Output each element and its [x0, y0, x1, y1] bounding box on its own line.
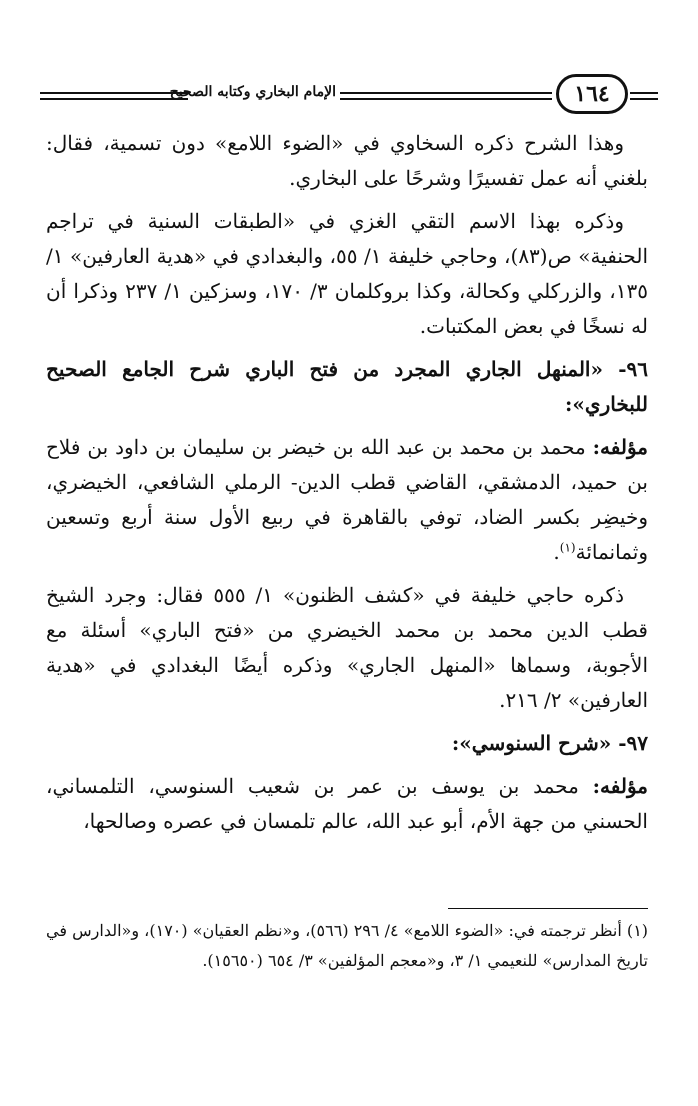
entry-97-author-text: محمد بن يوسف بن عمر بن شعيب السنوسي، التلمساني، الحسني من جهة الأم، أبو عبد الله، عالم تلمسان في عصره وصالحها،: [46, 774, 648, 833]
paragraph-ghazzi: وذكره بهذا الاسم التقي الغزي في «الطبقات السنية في تراجم الحنفية» ص(٨٣)، وحاجي خليفة ١/ ٥٥، والبغدادي في «هدية العارفين» ١/ ١٣٥، والزركلي وكحالة، وكذا بروكلمان ٣/ ١٧٠، وسزكين ١/ ٢٣٧ وذكرا أن له نسخًا في بعض المكتبات.: [46, 209, 648, 338]
entry-97-author-label: مؤلفه:: [592, 774, 649, 798]
footnote-reference[interactable]: (١): [559, 540, 576, 555]
entry-96-author-text: محمد بن محمد بن عبد الله بن خيضر بن سليمان بن داود بن فلاح بن حميد، الدمشقي، القاضي قطب الدين- الرملي الشافعي، الخيضري، وخيضِر بكسر الضاد، توفي بالقاهرة في ربيع الأول سنة أربع وتسعين وثمانمائة: [46, 435, 648, 564]
entry-96-author-end: .: [553, 540, 560, 564]
entry-96-description: ذكره حاجي خليفة في «كشف الظنون» ١/ ٥٥٥ فقال: وجرد الشيخ قطب الدين محمد بن محمد الخيضري من «فتح الباري» أسئلة مع الأجوبة، وسماها «المنهل الجاري» وذكره أيضًا البغدادي في «هدية العارفين» ٢/ ٢١٦.: [46, 583, 648, 712]
footnote-separator: [448, 908, 648, 909]
paragraph-sakhawi: وهذا الشرح ذكره السخاوي في «الضوء اللامع» دون تسمية، فقال: بلغني أنه عمل تفسيرًا وشرحًا على البخاري.: [46, 131, 648, 190]
entry-96-author: [46, 430, 648, 570]
header-rule-left: [40, 92, 188, 100]
entry-97-title: ٩٧- «شرح السنوسي»:: [451, 731, 648, 755]
page-body: [46, 126, 648, 847]
running-title: الإمام البخاري وكتابه الصحيح: [169, 84, 336, 100]
entry-96-title: ٩٦- «المنهل الجاري المجرد من فتح الباري شرح الجامع الصحيح للبخاري»:: [46, 357, 648, 416]
page-number: ١٦٤: [556, 74, 628, 114]
footnote: (١) أنظر ترجمته في: «الضوء اللامع» ٤/ ٢٩٦ (٥٦٦)، و«نظم العقيان» (١٧٠)، و«الدارس في تاريخ المدارس» للنعيمي ١/ ٣، و«معجم المؤلفين» ٣/ ٦٥٤ (١٥٦٥٠).: [46, 921, 649, 970]
header-rule-middle: [340, 92, 552, 100]
entry-96-author-label: مؤلفه:: [592, 435, 649, 459]
entry-97-author: [46, 769, 648, 839]
page-header: [40, 72, 658, 120]
header-rule-right: [630, 92, 658, 100]
